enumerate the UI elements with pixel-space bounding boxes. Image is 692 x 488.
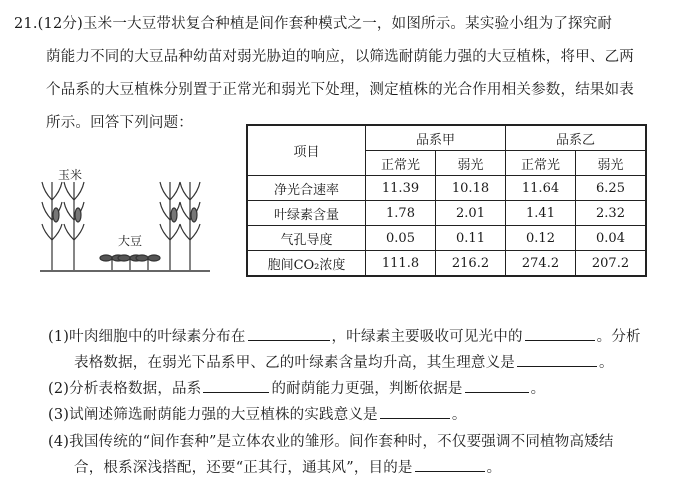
sub-weak-a: 弱光	[436, 151, 506, 176]
q4-text-b: 合，根系深浅搭配，还要“正其行，通其风”，目的是	[74, 460, 413, 476]
q1-text-b: ，叶绿素主要吸收可见光中的	[331, 329, 523, 345]
corn-plant-icon	[160, 182, 180, 270]
intro-line-2: 荫能力不同的大豆品种幼苗对弱光胁迫的响应，以筛选耐荫能力强的大豆植株，将甲、乙两	[46, 49, 634, 65]
cell: 0.05	[366, 226, 436, 251]
row-label: 气孔导度	[247, 226, 366, 251]
table-row	[247, 201, 646, 226]
intercropping-figure	[40, 160, 220, 280]
corn-plant-icon	[42, 182, 62, 270]
corn-soybean-illustration	[40, 160, 220, 280]
cell: 2.01	[436, 201, 506, 226]
row-label: 胞间CO₂浓度	[247, 251, 366, 277]
cell: 11.64	[506, 176, 576, 201]
q1-text-d: 表格数据，在弱光下品系甲、乙的叶绿素含量均升高，其生理意义是	[74, 355, 515, 371]
header-group-a: 品系甲	[366, 125, 506, 151]
cell: 1.78	[366, 201, 436, 226]
cell: 207.2	[576, 251, 647, 277]
q2-text-b: 的耐荫能力更强，判断依据是	[271, 381, 463, 397]
q1-text-c: 。分析	[596, 329, 641, 345]
cell: 10.18	[436, 176, 506, 201]
cell: 0.12	[506, 226, 576, 251]
intro-line-3: 个品系的大豆植株分别置于正常光和弱光下处理，测定植株的光合作用相关参数，结果如表	[46, 82, 634, 98]
answer-blank[interactable]	[517, 365, 597, 367]
question-4-line-1: (4)我国传统的“间作套种”是立体农业的雏形。间作套种时，不仅要强调不同植物高矮结	[48, 434, 614, 450]
intro-line-4: 所示。回答下列问题：	[46, 115, 193, 131]
header-item: 项目	[247, 125, 366, 176]
table-header-row	[247, 125, 646, 151]
cell: 0.04	[576, 226, 647, 251]
cell: 0.11	[436, 226, 506, 251]
cell: 1.41	[506, 201, 576, 226]
corn-label: 玉米	[58, 168, 83, 182]
q2-text-a: (2)分析表格数据，品系	[48, 381, 202, 397]
cell: 216.2	[436, 251, 506, 277]
soybean-plant-icon	[136, 255, 160, 270]
answer-blank[interactable]	[380, 417, 450, 419]
answer-blank[interactable]	[248, 339, 330, 341]
intro-line-1: 21.(12分)玉米一大豆带状复合种植是间作套种模式之一，如图所示。某实验小组为了探究耐	[14, 16, 613, 32]
q1-text-a: (1)叶肉细胞中的叶绿素分布在	[48, 329, 246, 345]
corn-plant-icon	[180, 182, 200, 270]
answer-blank[interactable]	[465, 391, 529, 393]
sub-normal-a: 正常光	[366, 151, 436, 176]
answer-blank[interactable]	[525, 339, 595, 341]
row-label: 叶绿素含量	[247, 201, 366, 226]
question-1-line-2	[74, 351, 614, 372]
question-3	[48, 403, 467, 424]
table-row	[247, 226, 646, 251]
q4-text-c: 。	[486, 460, 502, 476]
header-group-b: 品系乙	[506, 125, 647, 151]
answer-blank[interactable]	[203, 391, 269, 393]
question-4-line-2	[74, 456, 501, 477]
soybean-label: 大豆	[118, 234, 143, 248]
cell: 111.8	[366, 251, 436, 277]
cell: 274.2	[506, 251, 576, 277]
table-row	[247, 176, 646, 201]
q3-text-a: (3)试阐述筛选耐荫能力强的大豆植株的实践意义是	[48, 407, 378, 423]
answer-blank[interactable]	[415, 470, 485, 472]
photosynthesis-table	[246, 124, 647, 277]
cell: 2.32	[576, 201, 647, 226]
question-2	[48, 377, 545, 398]
row-label: 净光合速率	[247, 176, 366, 201]
cell: 11.39	[366, 176, 436, 201]
corn-plant-icon	[64, 182, 84, 270]
question-1-line-1	[48, 325, 641, 346]
q3-text-b: 。	[451, 407, 467, 423]
sub-normal-b: 正常光	[506, 151, 576, 176]
q2-text-c: 。	[530, 381, 546, 397]
q1-text-e: 。	[599, 355, 614, 371]
sub-weak-b: 弱光	[576, 151, 647, 176]
cell: 6.25	[576, 176, 647, 201]
table-row	[247, 251, 646, 277]
